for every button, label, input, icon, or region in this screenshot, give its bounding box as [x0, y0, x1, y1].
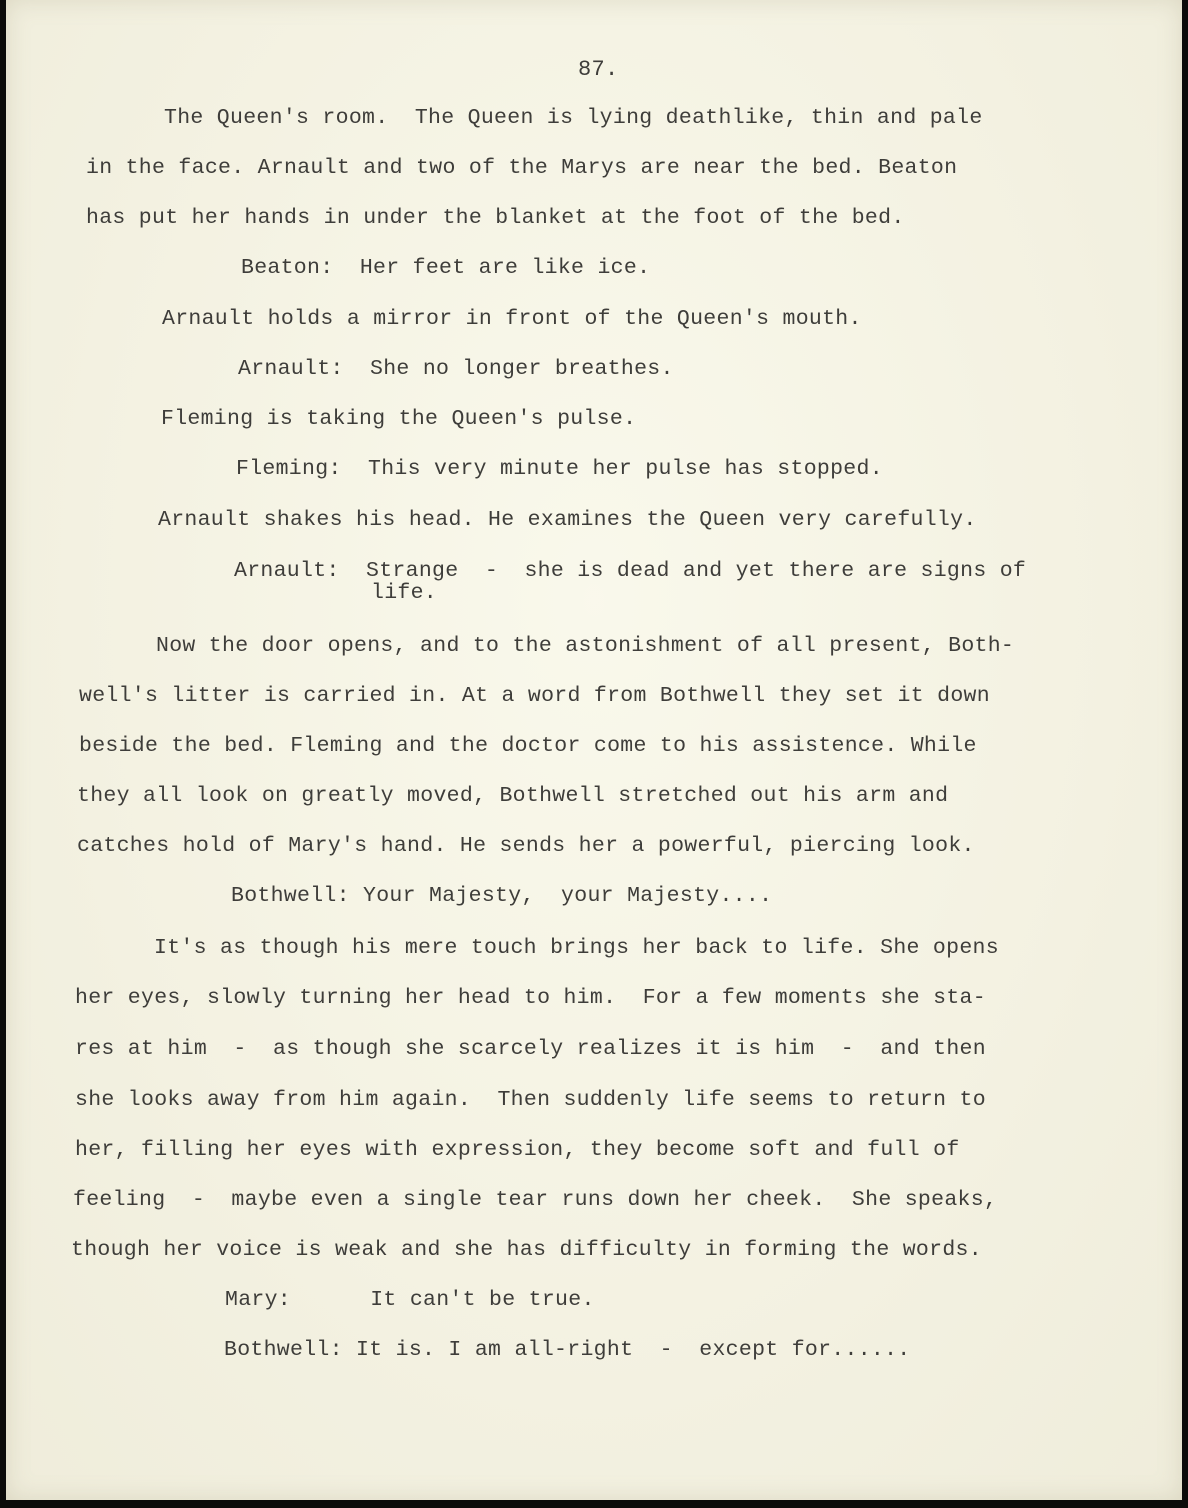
text-line: Arnault shakes his head. He examines the Queen very carefully. — [158, 508, 977, 532]
dialogue-line: Bothwell: Your Majesty, your Majesty.... — [231, 884, 773, 908]
text-line: Arnault holds a mirror in front of the Queen's mouth. — [162, 307, 862, 331]
text-line: feeling - maybe even a single tear runs down her cheek. She speaks, — [73, 1188, 998, 1212]
text-line: catches hold of Mary's hand. He sends her a powerful, piercing look. — [77, 834, 975, 858]
page-number: 87. — [578, 57, 619, 82]
text-line: she looks away from him again. Then suddenly life seems to return to — [75, 1088, 986, 1112]
dialogue-line: Arnault: She no longer breathes. — [238, 357, 674, 381]
dialogue-line: Bothwell: It is. I am all-right - except for...... — [224, 1338, 911, 1362]
text-line: Now the door opens, and to the astonishment of all present, Both- — [156, 634, 1015, 658]
text-line: Fleming is taking the Queen's pulse. — [161, 407, 637, 431]
dialogue-line: Mary: It can't be true. — [225, 1288, 595, 1312]
dialogue-line: Beaton: Her feet are like ice. — [241, 256, 651, 280]
typewritten-page — [6, 0, 1182, 1500]
dialogue-continuation: life. — [371, 581, 438, 605]
text-line: res at him - as though she scarcely realizes it is him - and then — [75, 1037, 986, 1061]
text-line: The Queen's room. The Queen is lying deathlike, thin and pale — [164, 106, 983, 130]
text-line: her eyes, slowly turning her head to him. For a few moments she sta- — [75, 986, 986, 1010]
dialogue-line: Fleming: This very minute her pulse has stopped. — [236, 457, 883, 481]
text-line: well's litter is carried in. At a word from Bothwell they set it down — [79, 684, 990, 708]
text-line: has put her hands in under the blanket at the foot of the bed. — [86, 206, 905, 230]
dialogue-line: Arnault: Strange - she is dead and yet there are signs of — [234, 559, 1027, 583]
text-line: though her voice is weak and she has difficulty in forming the words. — [71, 1238, 982, 1262]
text-line: beside the bed. Fleming and the doctor come to his assistence. While — [79, 734, 977, 758]
text-line: It's as though his mere touch brings her back to life. She opens — [154, 936, 999, 960]
text-line: they all look on greatly moved, Bothwell stretched out his arm and — [77, 784, 949, 808]
text-line: in the face. Arnault and two of the Marys are near the bed. Beaton — [86, 156, 958, 180]
text-line: her, filling her eyes with expression, they become soft and full of — [75, 1138, 960, 1162]
